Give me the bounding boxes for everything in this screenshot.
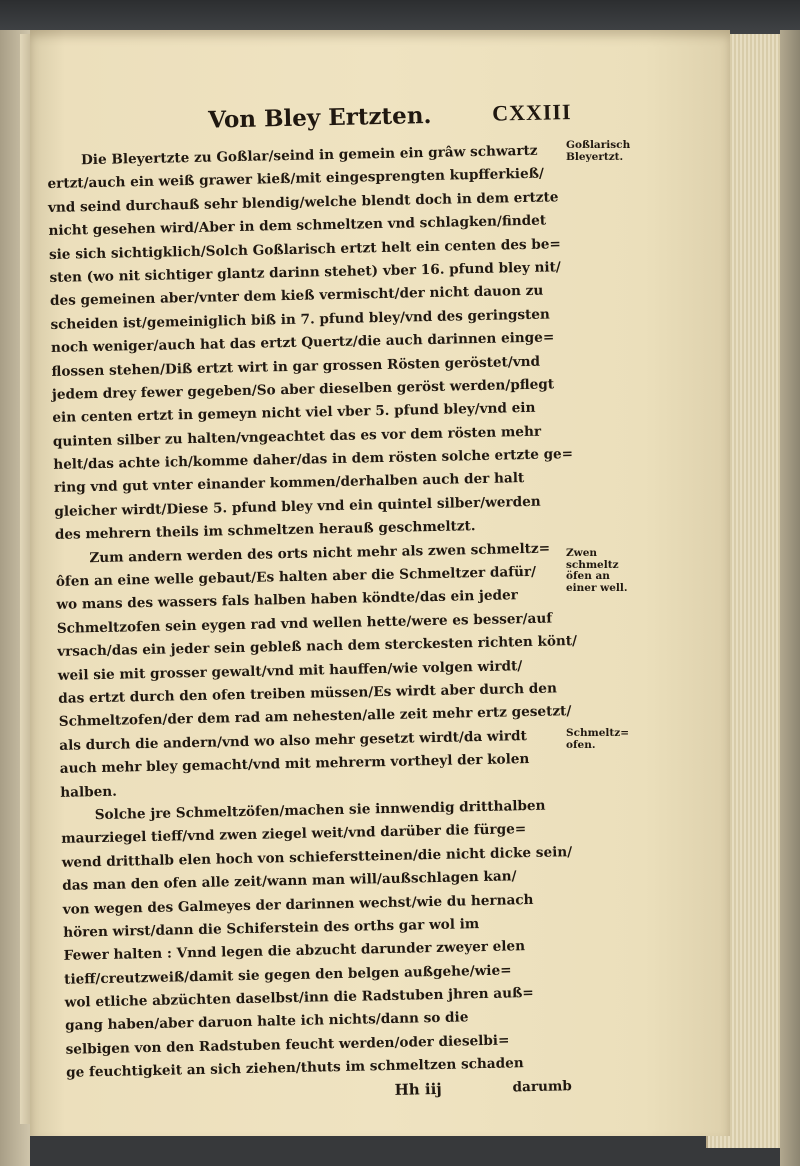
- text-line: jedem drey fewer gegeben/So aber dieselben geröst werden/pflegt: [51, 376, 555, 403]
- text-line: von wegen des Galmeyes der darinnen wechst/wie du hernach: [62, 891, 534, 918]
- text-line: Solche jre Schmeltzöfen/machen sie innwendig dritthalben: [94, 797, 546, 824]
- text-line: selbigen von den Radstuben feucht werden/oder dieselbi=: [65, 1032, 510, 1058]
- margin-note-line: schmeltz: [566, 558, 619, 571]
- text-line: gleicher wirdt/Diese 5. pfund bley vnd ein quintel silber/werden: [54, 493, 541, 520]
- text-line: vnd seind durchauß sehr blendig/welche blendt doch in dem ertzte: [47, 189, 559, 216]
- text-line: tieff/creutzweiß/damit sie gegen den belgen außgehe/wie=: [64, 962, 512, 988]
- margin-note-line: Bleyertzt.: [566, 150, 624, 163]
- text-line: ein centen ertzt in gemeyn nicht viel vber 5. pfund bley/vnd ein: [52, 400, 536, 427]
- text-line: als durch die andern/vnd wo also mehr gesetzt wirdt/da wirdt: [59, 727, 527, 754]
- text-line: helt/das achte ich/komme daher/das in dem rösten solche ertzte ge=: [53, 446, 574, 473]
- margin-note-line: öfen an: [566, 570, 610, 582]
- text-line: das ertzt durch den ofen treiben müssen/Es wirdt aber durch den: [58, 680, 558, 707]
- text-line: Schmeltzofen/der dem rad am nehesten/alle zeit mehr ertz gesetzt/: [58, 703, 572, 731]
- text-line: wol etliche abzüchten daselbst/inn die Radstuben jhren auß=: [64, 985, 534, 1011]
- text-line: wo mans des wassers fals halben haben köndte/das ein jeder: [56, 587, 519, 614]
- text-line: gang haben/aber daruon halte ich nichts/dann so die: [65, 1009, 469, 1035]
- text-line: nicht gesehen wird/Aber in dem schmeltzen vnd schlagken/findet: [48, 212, 547, 240]
- binding-right: [780, 30, 800, 1166]
- text-line: halben.: [60, 783, 118, 801]
- text-line: maurziegel tieff/vnd zwen ziegel weit/vnd darüber die fürge=: [61, 821, 527, 848]
- text-line: sten (wo nit sichtiger glantz darinn stehet) vber 16. pfund bley nit/: [49, 259, 561, 286]
- margin-note-line: Schmeltz=: [566, 727, 629, 739]
- text-line: des gemeinen aber/vnter dem kieß vermischt/der nicht dauon zu: [49, 282, 544, 310]
- paragraph-3: [61, 794, 587, 1086]
- text-line: ôfen an eine welle gebaut/Es halten aber die Schmeltzer dafür/: [55, 563, 537, 590]
- text-line: ge feuchtigkeit an sich ziehen/thuts im schmeltzen schaden: [66, 1055, 524, 1082]
- text-line: Fewer halten : Vnnd legen die abzucht darunder zweyer elen: [63, 938, 526, 965]
- text-line: sie sich sichtigklich/Solch Goßlarisch ertzt helt ein centen des be=: [48, 235, 561, 263]
- paragraph-1: [47, 139, 575, 547]
- text-line: noch weniger/auch hat das ertzt Quertz/die auch darinnen einge=: [50, 329, 555, 357]
- margin-note-furnaces: [566, 548, 628, 594]
- text-line: scheiden ist/gemeiniglich biß in 7. pfund bley/vnd des geringsten: [50, 306, 551, 333]
- text-line: weil sie mit grosser gewalt/vnd mit hauffen/wie volgen wirdt/: [57, 657, 523, 684]
- running-title: Von Bley Ertzten.: [207, 101, 432, 134]
- text-line: ring vnd gut vnter einander kommen/derhalben auch der halt: [53, 470, 525, 497]
- text-line: quinten silber zu halten/vngeachtet das es vor dem rösten mehr: [52, 423, 542, 450]
- text-line: auch mehr bley gemacht/vnd mit mehrerm vortheyl der kolen: [59, 751, 530, 778]
- margin-note-line: einer well.: [566, 581, 628, 594]
- text-line: Schmeltzofen sein eygen rad vnd wellen hette/were es besser/auf: [56, 610, 553, 637]
- text-line: wend dritthalb elen hoch von schieferstteinen/die nicht dicke sein/: [61, 843, 573, 871]
- text-line: Zum andern werden des orts nicht mehr als zwen schmeltz=: [89, 540, 551, 566]
- catchword: darumb: [512, 1077, 572, 1096]
- margin-note-smelting-furnace: [566, 728, 629, 751]
- text-line: hören wirst/dann die Schiferstein des orths gar wol im: [63, 915, 480, 941]
- page-text-block: [46, 99, 587, 1109]
- folio-number: CXXIII: [491, 98, 572, 126]
- text-line: flossen stehen/Diß ertzt wirt in gar grossen Rösten geröstet/vnd: [51, 353, 541, 380]
- text-line: Die Bleyertzte zu Goßlar/seind in gemein ein grâw schwartz: [80, 142, 538, 169]
- margin-note-line: ofen.: [566, 738, 596, 751]
- signature-mark: Hh iij: [394, 1079, 442, 1099]
- paragraph-2: [55, 537, 580, 805]
- margin-note-line: Goßlarisch: [566, 139, 631, 151]
- text-line: das man den ofen alle zeit/wann man will/außschlagen kan/: [62, 868, 517, 894]
- margin-note-line: Zwen: [566, 547, 598, 559]
- text-line: des mehrern theils im schmeltzen herauß geschmeltzt.: [54, 518, 476, 544]
- margin-note-goslar: [566, 140, 630, 163]
- text-line: ertzt/auch ein weiß grawer kieß/mit eingesprengten kupfferkieß/: [47, 165, 545, 193]
- text-line: vrsach/das ein jeder sein gebleß nach dem sterckesten richten könt/: [57, 633, 578, 661]
